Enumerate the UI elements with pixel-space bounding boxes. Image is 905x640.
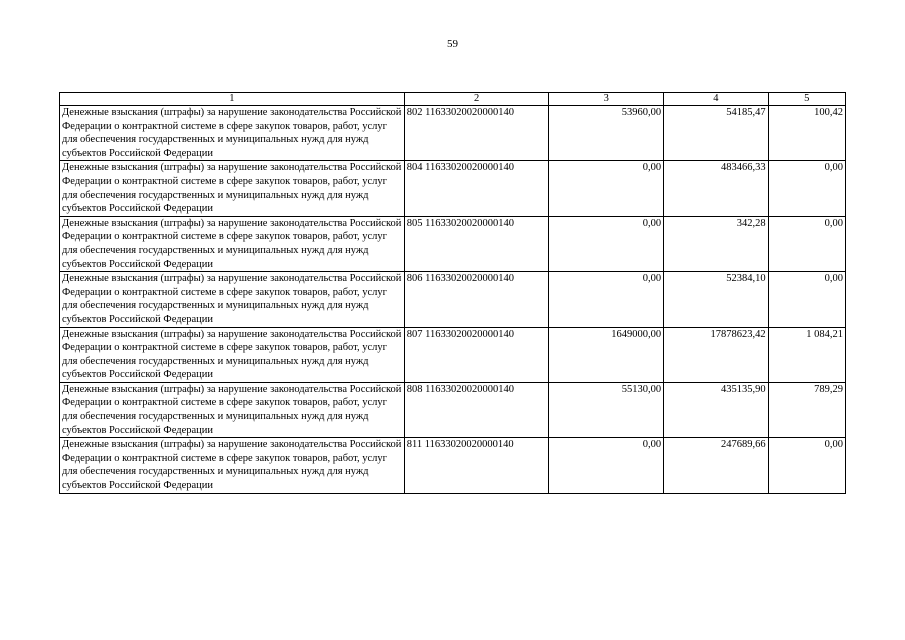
row-col3-value: 55130,00 bbox=[549, 382, 664, 437]
row-col4-value: 247689,66 bbox=[664, 438, 769, 493]
row-col3-value: 53960,00 bbox=[549, 106, 664, 161]
row-col5-value: 0,00 bbox=[768, 161, 845, 216]
table-row bbox=[60, 216, 846, 271]
row-code: 805 11633020020000140 bbox=[404, 216, 549, 271]
row-col4-value: 342,28 bbox=[664, 216, 769, 271]
row-description: Денежные взыскания (штрафы) за нарушение законодательства Российской Федерации о контрактной системе в сфере закупок товаров, работ, услуг для обеспечения государственных и муниципальных нужд для нужд субъектов Российской Федерации bbox=[60, 216, 405, 271]
row-col5-value: 0,00 bbox=[768, 438, 845, 493]
row-col5-value: 789,29 bbox=[768, 382, 845, 437]
row-col3-value: 1649000,00 bbox=[549, 327, 664, 382]
row-description: Денежные взыскания (штрафы) за нарушение законодательства Российской Федерации о контрактной системе в сфере закупок товаров, работ, услуг для обеспечения государственных и муниципальных нужд для нужд субъектов Российской Федерации bbox=[60, 272, 405, 327]
row-col3-value: 0,00 bbox=[549, 161, 664, 216]
header-col-1: 1 bbox=[60, 93, 405, 106]
row-col5-value: 1 084,21 bbox=[768, 327, 845, 382]
revenue-table bbox=[59, 92, 846, 494]
table-row bbox=[60, 272, 846, 327]
row-col3-value: 0,00 bbox=[549, 216, 664, 271]
row-code: 804 11633020020000140 bbox=[404, 161, 549, 216]
table-row bbox=[60, 106, 846, 161]
row-col4-value: 54185,47 bbox=[664, 106, 769, 161]
row-description: Денежные взыскания (штрафы) за нарушение законодательства Российской Федерации о контрактной системе в сфере закупок товаров, работ, услуг для обеспечения государственных и муниципальных нужд для нужд субъектов Российской Федерации bbox=[60, 382, 405, 437]
row-code: 811 11633020020000140 bbox=[404, 438, 549, 493]
header-col-4: 4 bbox=[664, 93, 769, 106]
table-row bbox=[60, 438, 846, 493]
header-col-2: 2 bbox=[404, 93, 549, 106]
row-description: Денежные взыскания (штрафы) за нарушение законодательства Российской Федерации о контрактной системе в сфере закупок товаров, работ, услуг для обеспечения государственных и муниципальных нужд для нужд субъектов Российской Федерации bbox=[60, 161, 405, 216]
row-code: 802 11633020020000140 bbox=[404, 106, 549, 161]
row-col4-value: 483466,33 bbox=[664, 161, 769, 216]
row-col3-value: 0,00 bbox=[549, 438, 664, 493]
row-description: Денежные взыскания (штрафы) за нарушение законодательства Российской Федерации о контрактной системе в сфере закупок товаров, работ, услуг для обеспечения государственных и муниципальных нужд для нужд субъектов Российской Федерации bbox=[60, 106, 405, 161]
page-number: 59 bbox=[447, 38, 458, 50]
table-row bbox=[60, 382, 846, 437]
row-col3-value: 0,00 bbox=[549, 272, 664, 327]
header-col-3: 3 bbox=[549, 93, 664, 106]
row-col4-value: 435135,90 bbox=[664, 382, 769, 437]
row-col5-value: 100,42 bbox=[768, 106, 845, 161]
header-col-5: 5 bbox=[768, 93, 845, 106]
table-row bbox=[60, 161, 846, 216]
row-description: Денежные взыскания (штрафы) за нарушение законодательства Российской Федерации о контрактной системе в сфере закупок товаров, работ, услуг для обеспечения государственных и муниципальных нужд для нужд субъектов Российской Федерации bbox=[60, 438, 405, 493]
row-col5-value: 0,00 bbox=[768, 216, 845, 271]
header-row bbox=[60, 93, 846, 106]
row-col4-value: 17878623,42 bbox=[664, 327, 769, 382]
row-description: Денежные взыскания (штрафы) за нарушение законодательства Российской Федерации о контрактной системе в сфере закупок товаров, работ, услуг для обеспечения государственных и муниципальных нужд для нужд субъектов Российской Федерации bbox=[60, 327, 405, 382]
row-code: 806 11633020020000140 bbox=[404, 272, 549, 327]
row-code: 807 11633020020000140 bbox=[404, 327, 549, 382]
row-col5-value: 0,00 bbox=[768, 272, 845, 327]
row-code: 808 11633020020000140 bbox=[404, 382, 549, 437]
table-row bbox=[60, 327, 846, 382]
row-col4-value: 52384,10 bbox=[664, 272, 769, 327]
